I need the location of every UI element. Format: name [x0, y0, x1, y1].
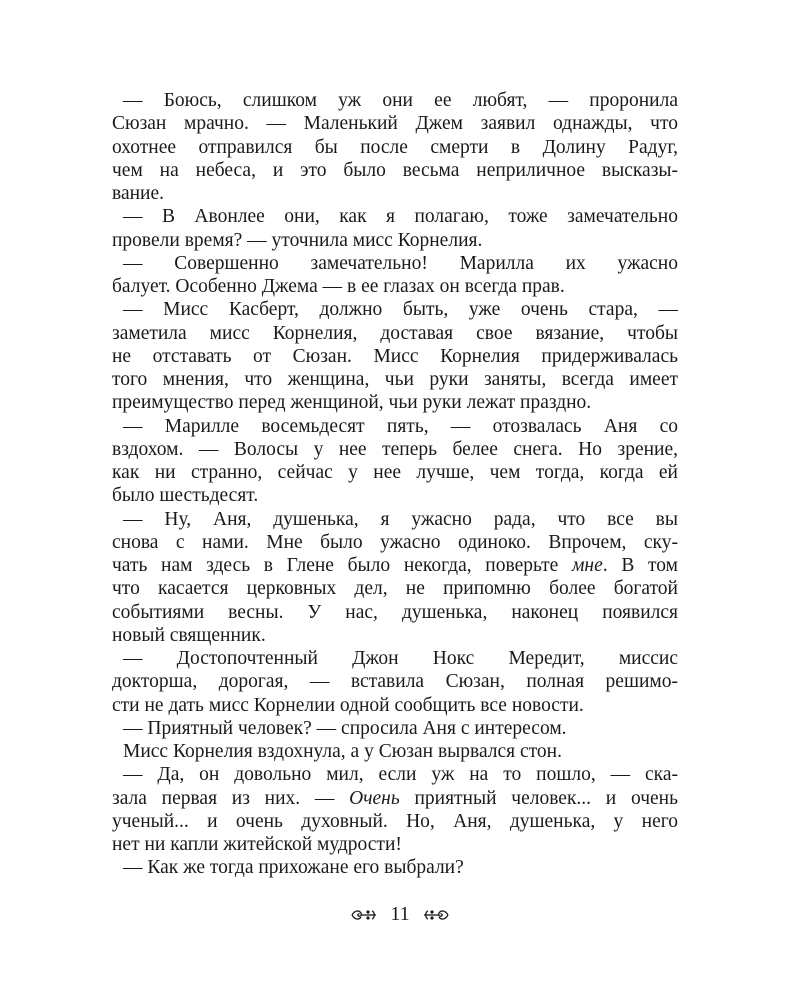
text-line: заметила мисс Корнелия, доставая свое вязание, чтобы	[112, 322, 678, 344]
paragraph	[112, 647, 678, 717]
text-line: — Да, он довольно мил, если уж на то пошло, — ска-	[123, 764, 678, 786]
page-number: 11	[390, 903, 410, 925]
text-line: того мнения, что женщина, чьи руки заняты, всегда имеет	[112, 369, 678, 390]
text-line: — В Авонлее они, как я полагаю, тоже замечательно	[123, 206, 678, 228]
paragraph	[112, 763, 678, 856]
paragraph	[112, 740, 678, 763]
text-line: провели время? — уточнила мисс Корнелия.	[112, 229, 483, 251]
text-line: Мисс Корнелия вздохнула, а у Сюзан вырвался стон.	[123, 741, 562, 762]
text-fragment: зала первая из них. —	[112, 787, 350, 809]
text-line-with-emphasis	[112, 554, 678, 577]
text-line: вание.	[112, 183, 165, 204]
text-line: было шестьдесят.	[112, 485, 259, 507]
text-fragment: чать нам здесь в Глене было некогда, поверьте	[112, 555, 572, 576]
right-ornament-icon	[422, 907, 450, 923]
text-fragment: . В том	[602, 555, 678, 576]
text-line: сти не дать мисс Корнелии одной сообщить все новости.	[112, 694, 584, 716]
emphasis: мне	[571, 555, 603, 576]
paragraph	[112, 205, 678, 252]
body-text	[112, 89, 678, 880]
paragraph	[112, 298, 678, 414]
paragraph	[112, 415, 678, 508]
paragraph	[112, 508, 678, 648]
text-line: событиями весны. У нас, душенька, наконец появился	[112, 601, 678, 623]
text-line: — Приятный человек? — спросила Аня с интересом.	[123, 717, 567, 739]
text-line: вздохом. — Волосы у нее теперь белее снега. Но зрение,	[112, 438, 678, 460]
text-line: — Марилле восемьдесят пять, — отозвалась Аня со	[123, 415, 678, 437]
text-line: охотнее отправился бы после смерти в Долину Радуг,	[112, 136, 678, 158]
paragraph	[112, 252, 678, 299]
text-line: чем на небеса, и это было весьма неприличное высказы-	[112, 159, 678, 181]
text-line-with-emphasis	[112, 787, 678, 810]
emphasis: Очень	[349, 787, 400, 809]
text-line: нет ни капли житейской мудрости!	[112, 834, 402, 855]
text-line: — Боюсь, слишком уж они ее любят, — проронила	[123, 90, 678, 111]
text-line: — Мисс Касберт, должно быть, уже очень стара, —	[123, 299, 678, 321]
text-line: — Совершенно замечательно! Марилла их ужасно	[123, 252, 678, 274]
text-line: новый священник.	[112, 624, 266, 646]
text-line: — Как же тогда прихожане его выбрали?	[123, 857, 464, 879]
text-line: балует. Особенно Джема — в ее глазах он всегда прав.	[112, 276, 565, 297]
text-line: снова с нами. Мне было ужасно одиноко. Впрочем, ску-	[112, 531, 678, 553]
text-line: Сюзан мрачно. — Маленький Джем заявил однажды, что	[112, 113, 678, 135]
text-line: ученый... и очень духовный. Но, Аня, душенька, у него	[112, 810, 678, 832]
text-line: не отставать от Сюзан. Мисс Корнелия придерживалась	[112, 345, 678, 367]
text-line: докторша, дорогая, — вставила Сюзан, полная решимо-	[112, 671, 678, 693]
paragraph	[112, 856, 678, 879]
text-line: что касается церковных дел, не припомню более богатой	[112, 578, 678, 600]
text-line: преимущество перед женщиной, чьи руки лежат праздно.	[112, 392, 592, 414]
page-footer	[0, 903, 800, 931]
text-fragment: приятный человек... и очень	[399, 787, 678, 809]
left-ornament-icon	[350, 907, 378, 923]
text-line: как ни странно, сейчас у нее лучше, чем тогда, когда ей	[112, 462, 678, 483]
paragraph	[112, 717, 678, 740]
paragraph	[112, 89, 678, 205]
text-line: — Достопочтенный Джон Нокс Мередит, миссис	[123, 648, 678, 669]
text-line: — Ну, Аня, душенька, я ужасно рада, что все вы	[123, 508, 678, 530]
